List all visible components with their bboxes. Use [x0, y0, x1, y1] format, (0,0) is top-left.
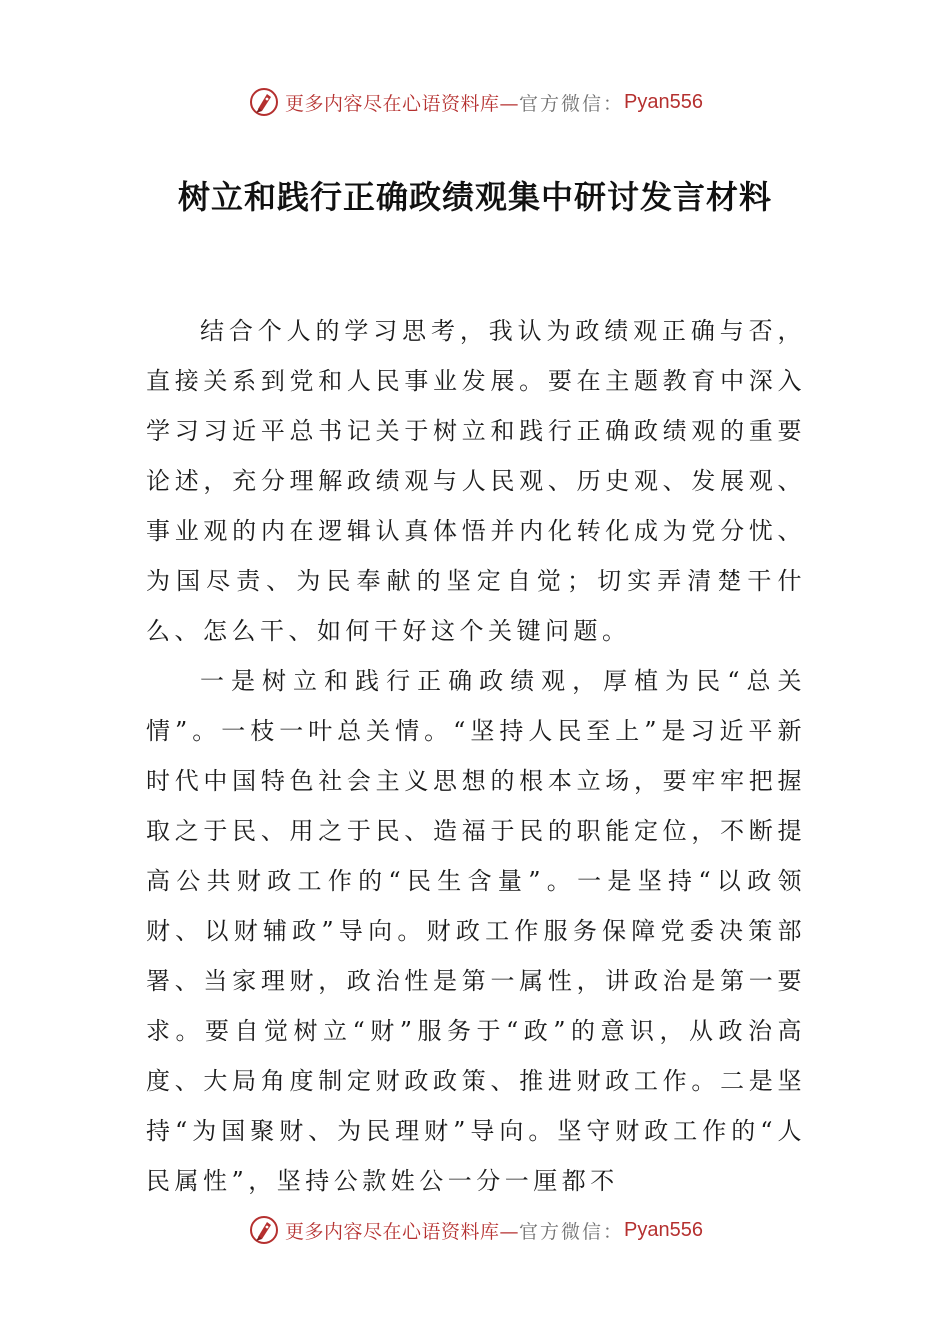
document-body: [146, 306, 806, 1206]
footer-wechat-label: 官方微信：: [519, 1220, 625, 1243]
header-wechat-label: 官方微信：: [519, 92, 625, 115]
pen-nib-circle-icon: [247, 85, 281, 119]
document-title: 树立和践行正确政绩观集中研讨发言材料: [177, 178, 772, 216]
footer-banner: [0, 1210, 950, 1250]
header-slogan: 更多内容尽在心语资料库—: [285, 92, 520, 115]
header-wechat-id: Pyan556: [624, 90, 703, 113]
pen-nib-circle-icon: [247, 1213, 281, 1247]
header-banner: [0, 82, 950, 122]
body-paragraph-1: 结合个人的学习思考，我认为政绩观正确与否，直接关系到党和人民事业发展。要在主题教育中深入学习习近平总书记关于树立和践行正确政绩观的重要论述，充分理解政绩观与人民观、历史观、发展观、事业观的内在逻辑认真体悟并内化转化成为党分忧、为国尽责、为民奉献的坚定自觉；切实弄清楚干什么、怎么干、如何干好这个关键问题。: [146, 317, 806, 645]
footer-wechat-id: Pyan556: [624, 1218, 703, 1241]
footer-slogan: 更多内容尽在心语资料库—: [285, 1220, 520, 1243]
body-paragraph-2: 一是树立和践行正确政绩观，厚植为民“总关情”。一枝一叶总关情。“坚持人民至上”是习近平新时代中国特色社会主义思想的根本立场，要牢牢把握取之于民、用之于民、造福于民的职能定位，不断提高公共财政工作的“民生含量”。一是坚持“以政领财、以财辅政”导向。财政工作服务保障党委决策部署、当家理财，政治性是第一属性，讲政治是第一要求。要自觉树立“财”服务于“政”的意识，从政治高度、大局角度制定财政政策、推进财政工作。二是坚持“为国聚财、为民理财”导向。坚守财政工作的“人民属性”，坚持公款姓公一分一厘都不: [146, 667, 806, 1195]
